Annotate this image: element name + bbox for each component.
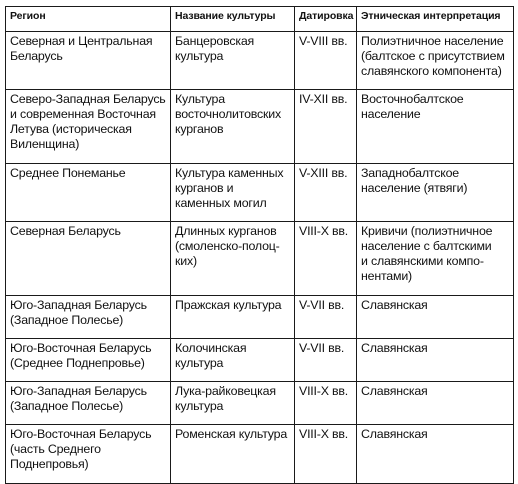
- header-culture: Название культуры: [171, 7, 295, 32]
- cell-culture: Культура каменных курганов и каменных могил: [171, 164, 295, 222]
- cell-region: Юго-Восточная Беларусь (Среднее Поднепровье): [6, 339, 171, 382]
- cell-date: V-XIII вв.: [295, 164, 357, 222]
- cell-date: V-VIII вв.: [295, 32, 357, 90]
- cell-ethnic: Кривичи (полиэтничное население с балтскими и славянскими компо- нентами): [357, 222, 514, 296]
- cell-region: Среднее Понеманье: [6, 164, 171, 222]
- cell-date: VIII-X вв.: [295, 222, 357, 296]
- cell-culture: Длинных курганов (смоленско-полоц- ких): [171, 222, 295, 296]
- cell-date: VIII-X вв.: [295, 382, 357, 425]
- table-row: [6, 164, 514, 222]
- cultures-table: [5, 6, 514, 484]
- table-row: [6, 222, 514, 296]
- cell-ethnic: Восточнобалтское население: [357, 90, 514, 164]
- cell-ethnic: Славянская: [357, 296, 514, 339]
- cell-culture: Культура восточнолитовских курганов: [171, 90, 295, 164]
- header-date: Датировка: [295, 7, 357, 32]
- cell-region: Северная и Центральная Беларусь: [6, 32, 171, 90]
- cell-date: IV-XII вв.: [295, 90, 357, 164]
- table-header-row: [6, 7, 514, 32]
- cell-date: VIII-X вв.: [295, 425, 357, 484]
- cell-region: Юго-Западная Беларусь (Западное Полесье): [6, 296, 171, 339]
- table-row: [6, 296, 514, 339]
- header-region: Регион: [6, 7, 171, 32]
- table-row: [6, 32, 514, 90]
- table-row: [6, 425, 514, 484]
- table-row: [6, 339, 514, 382]
- cell-culture: Банцеровская культура: [171, 32, 295, 90]
- table-row: [6, 382, 514, 425]
- cell-ethnic: Полиэтничное население (балтское с присутствием славянского компонента): [357, 32, 514, 90]
- cell-date: V-VII вв.: [295, 296, 357, 339]
- cell-culture: Пражская культура: [171, 296, 295, 339]
- cell-date: V-VII вв.: [295, 339, 357, 382]
- cell-ethnic: Западнобалтское население (ятвяги): [357, 164, 514, 222]
- cell-ethnic: Славянская: [357, 425, 514, 484]
- cell-ethnic: Славянская: [357, 382, 514, 425]
- cell-culture: Лука-райковецкая культура: [171, 382, 295, 425]
- cell-region: Северо-Западная Беларусь и современная Восточная Летува (историческая Виленщина): [6, 90, 171, 164]
- table-row: [6, 90, 514, 164]
- header-ethnic: Этническая интерпретация: [357, 7, 514, 32]
- cell-culture: Роменская культура: [171, 425, 295, 484]
- cell-ethnic: Славянская: [357, 339, 514, 382]
- cell-region: Юго-Западная Беларусь (Западное Полесье): [6, 382, 171, 425]
- cell-culture: Колочинская культура: [171, 339, 295, 382]
- cell-region: Юго-Восточная Беларусь (часть Среднего Поднепровья): [6, 425, 171, 484]
- cell-region: Северная Беларусь: [6, 222, 171, 296]
